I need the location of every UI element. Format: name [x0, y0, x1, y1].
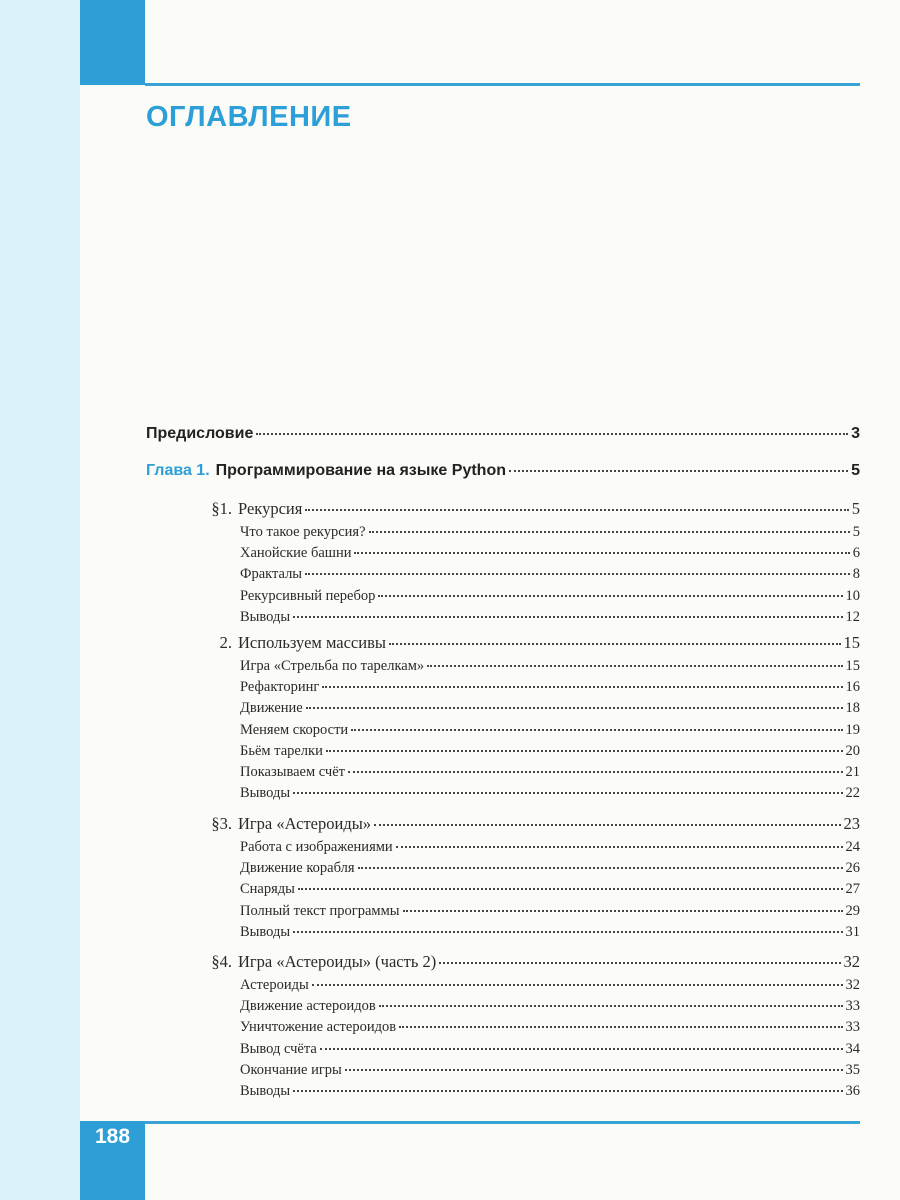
entry-page: 5 [851, 499, 860, 518]
dot-leader [306, 707, 843, 709]
dot-leader [326, 750, 843, 752]
toc-entry-section[interactable] [200, 633, 860, 653]
dot-leader [293, 616, 842, 618]
entry-label: Ханойские башни [240, 545, 352, 562]
dot-leader [348, 771, 843, 773]
toc-entry-section[interactable] [200, 499, 860, 519]
entry-label: Движение астероидов [240, 998, 376, 1015]
entry-label: Игра «Астероиды» [238, 814, 372, 833]
entry-page: 32 [843, 952, 860, 971]
entry-label: Рекурсия [238, 499, 303, 518]
dot-leader [345, 1069, 843, 1071]
entry-page: 8 [852, 566, 860, 583]
dot-leader [322, 686, 842, 688]
entry-label: Вывод счёта [240, 1040, 317, 1057]
toc-entry-subsection[interactable] [240, 1041, 860, 1058]
entry-label: Игра «Стрельба по тарелкам» [240, 658, 425, 674]
entry-label: Выводы [240, 923, 291, 940]
toc-entry-chapter[interactable] [146, 462, 860, 480]
dot-leader [369, 531, 850, 533]
entry-label: Предисловие [146, 425, 254, 442]
dot-leader [358, 867, 843, 869]
entry-label: Программирование на языке Python [215, 462, 506, 479]
page-number: 188 [94, 1125, 131, 1148]
toc-entry-subsection[interactable] [240, 700, 860, 717]
dot-leader [403, 910, 843, 912]
header-color-block [80, 0, 145, 85]
entry-page: 5 [852, 524, 860, 540]
toc-entry-subsection[interactable] [240, 524, 860, 541]
toc-entry-subsection[interactable] [240, 764, 860, 781]
dot-leader [427, 665, 842, 667]
entry-label: Бьём тарелки [240, 742, 323, 759]
dot-leader [293, 1090, 842, 1092]
entry-page: 10 [845, 587, 860, 604]
entry-label: Движение корабля [240, 860, 355, 877]
entry-page: 6 [852, 545, 860, 562]
entry-page: 31 [845, 923, 860, 940]
entry-label: Выводы [240, 1083, 291, 1099]
dot-leader [396, 846, 843, 848]
entry-label: Окончание игры [240, 1061, 342, 1078]
toc-entry-subsection[interactable] [240, 545, 860, 562]
dot-leader [374, 824, 840, 826]
toc-entry-subsection[interactable] [240, 785, 860, 802]
toc-entry-subsection[interactable] [240, 722, 860, 739]
header-rule [145, 83, 860, 86]
dot-leader [293, 792, 842, 794]
entry-page: 23 [843, 814, 860, 833]
toc-entry-subsection[interactable] [240, 588, 860, 605]
toc-entry-subsection[interactable] [240, 860, 860, 877]
entry-page: 32 [845, 977, 860, 993]
entry-page: 12 [845, 608, 860, 625]
toc-entry-subsection[interactable] [240, 839, 860, 856]
toc-entry-subsection[interactable] [240, 743, 860, 760]
entry-page: 22 [845, 785, 860, 802]
entry-page: 15 [843, 633, 860, 652]
entry-page: 24 [845, 839, 860, 855]
entry-label: Работа с изображениями [240, 839, 393, 855]
entry-page: 21 [845, 764, 860, 780]
dot-leader [320, 1048, 843, 1050]
entry-label: Полный текст программы [240, 902, 400, 919]
dot-leader [298, 888, 843, 890]
footer-rule [145, 1121, 860, 1124]
dot-leader [256, 433, 848, 435]
left-margin-strip [0, 0, 80, 1200]
chapter-number: Глава 1. [146, 462, 210, 479]
entry-label: Выводы [240, 608, 291, 625]
dot-leader [379, 1005, 843, 1007]
entry-label: Меняем скорости [240, 721, 349, 738]
entry-page: 20 [845, 742, 860, 759]
dot-leader [389, 643, 841, 645]
entry-label: Фракталы [240, 566, 303, 583]
toc-entry-subsection[interactable] [240, 881, 860, 898]
entry-label: Рефакторинг [240, 679, 320, 696]
dot-leader [439, 962, 840, 964]
toc-entry-subsection[interactable] [240, 658, 860, 675]
toc-entry-section[interactable] [200, 814, 860, 834]
entry-page: 5 [851, 462, 860, 479]
page-number-box [80, 1121, 145, 1200]
entry-page: 33 [845, 998, 860, 1015]
toc-entry-subsection[interactable] [240, 977, 860, 994]
toc-entry-subsection[interactable] [240, 924, 860, 941]
dot-leader [509, 470, 848, 472]
toc-entry-subsection[interactable] [240, 566, 860, 583]
page-title: ОГЛАВЛЕНИЕ [146, 101, 352, 133]
entry-label: Снаряды [240, 881, 295, 898]
entry-page: 36 [845, 1083, 860, 1099]
entry-page: 34 [845, 1040, 860, 1057]
toc-entry-preface[interactable] [146, 425, 860, 443]
entry-page: 35 [845, 1061, 860, 1078]
entry-page: 3 [851, 425, 860, 442]
entry-label: Что такое рекурсия? [240, 524, 366, 540]
entry-page: 29 [845, 902, 860, 919]
toc-entry-subsection[interactable] [240, 998, 860, 1015]
entry-page: 18 [845, 700, 860, 717]
toc-entry-section[interactable] [200, 952, 860, 972]
entry-label: Игра «Астероиды» (часть 2) [238, 952, 437, 971]
section-number: 2. [219, 633, 232, 652]
entry-page: 26 [845, 860, 860, 877]
toc-entry-subsection[interactable] [240, 1083, 860, 1100]
toc-entry-subsection[interactable] [240, 609, 860, 626]
entry-page: 15 [845, 658, 860, 674]
entry-label: Уничтожение астероидов [240, 1019, 397, 1036]
dot-leader [354, 552, 849, 554]
entry-page: 16 [845, 679, 860, 696]
toc-entry-subsection[interactable] [240, 1062, 860, 1079]
dot-leader [399, 1026, 842, 1028]
toc-entry-subsection[interactable] [240, 1019, 860, 1036]
section-number: §1. [211, 499, 232, 518]
dot-leader [305, 509, 848, 511]
entry-label: Движение [240, 700, 303, 717]
dot-leader [312, 984, 843, 986]
entry-label: Рекурсивный перебор [240, 587, 376, 604]
dot-leader [293, 931, 842, 933]
section-number: §4. [211, 952, 232, 971]
entry-page: 33 [845, 1019, 860, 1036]
entry-label: Выводы [240, 785, 291, 802]
entry-label: Используем массивы [238, 633, 386, 652]
toc-entry-subsection[interactable] [240, 679, 860, 696]
toc-entry-subsection[interactable] [240, 903, 860, 920]
entry-label: Показываем счёт [240, 764, 345, 780]
dot-leader [351, 729, 842, 731]
section-number: §3. [211, 814, 232, 833]
entry-page: 19 [845, 721, 860, 738]
dot-leader [378, 595, 842, 597]
entry-page: 27 [845, 881, 860, 898]
entry-label: Астероиды [240, 977, 309, 993]
dot-leader [305, 573, 850, 575]
